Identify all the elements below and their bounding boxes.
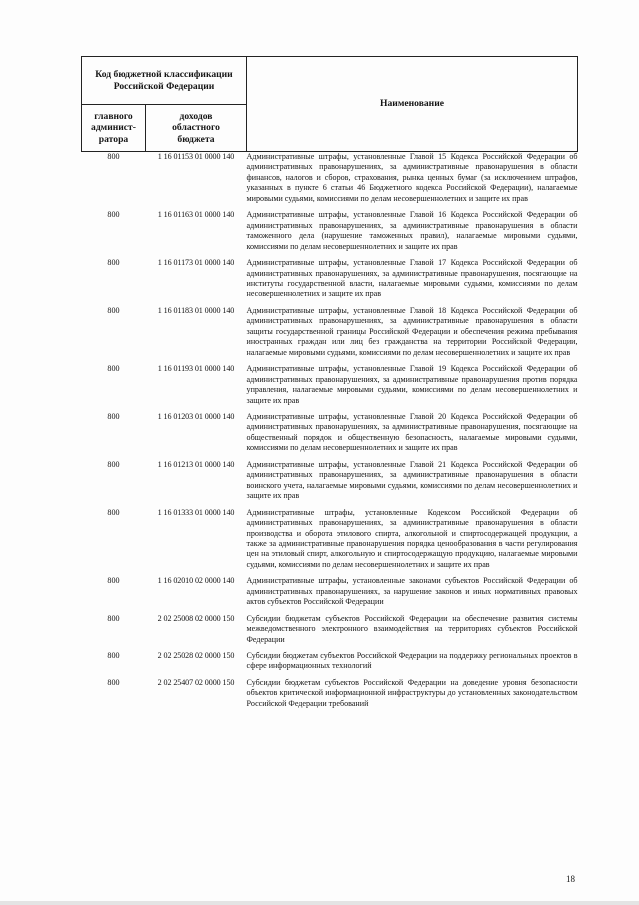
header-admin-line-3: ратора [98,133,129,145]
income-code-cell: 1 16 01333 01 0000 140 [157,507,235,517]
income-name-cell: Административные штрафы, установленные Главой 18 Кодекса Российской Федерации об административных правонарушениях, за административные правонарушения в области защиты государственной границы Российской Федерации и обеспечения режима пребывания иностранных граждан или лиц без гражданства на территории Российской Федерации, налагаемые мировыми судьями, комиссиями по делам несовершеннолетних и защите их прав [246,305,578,357]
admin-code-cell: 800 [107,507,120,517]
table-row [82,306,578,358]
income-code-cell: 2 02 25028 02 0000 150 [157,651,235,661]
budget-classification-table [81,56,578,709]
table-row [82,614,578,645]
income-code-cell: 2 02 25407 02 0000 150 [157,677,235,687]
header-income-line-3: бюджета [177,133,215,145]
header-regional-budget-income [146,105,247,152]
income-code-cell: 1 16 01173 01 0000 140 [157,258,235,268]
income-code-cell: 1 16 01213 01 0000 140 [157,459,235,469]
scan-bottom-edge [0,901,639,905]
header-income-line-2: областного [172,122,220,134]
admin-code-cell: 800 [107,305,120,315]
income-name-cell: Административные штрафы, установленные Главой 19 Кодекса Российской Федерации об административных правонарушениях, за административные правонарушения против порядка управления, налагаемые мировыми судьями, комиссиями по делам несовершеннолетних и защите их прав [246,364,578,405]
header-admin-line-2: админист- [91,122,136,134]
income-name-cell: Административные штрафы, установленные Главой 16 Кодекса Российской Федерации об административных правонарушениях, за административные правонарушения в области таможенного дела (нарушение таможенных правил), налагаемые мировыми судьями, комиссиями по делам несовершеннолетних и защите их прав [246,210,578,251]
table-row [82,460,578,502]
table-row [82,210,578,252]
income-name-cell: Административные штрафы, установленные Кодексом Российской Федерации об административных правонарушениях, за административные правонарушения в области производства и оборота этилового спирта, алкогольной и спиртосодержащей продукции, а также за административные правонарушения порядка ценообразования в части регулирования цен на этиловый спирт, алкогольную и спиртосодержащую продукцию, налагаемые мировыми судьями, комиссиями по делам несовершеннолетних и защите их прав [246,507,578,569]
income-code-cell: 1 16 01193 01 0000 140 [157,364,235,374]
table-row [82,651,578,672]
table-row [82,678,578,709]
header-name-column: Наименование [247,57,578,152]
income-code-cell: 2 02 25008 02 0000 150 [157,613,235,623]
admin-code-cell: 800 [107,411,120,421]
header-admin-line-1: главного [94,110,133,122]
table-row [82,508,578,571]
admin-code-cell: 800 [107,364,120,374]
admin-code-cell: 800 [107,651,120,661]
table-row [82,412,578,454]
admin-code-cell: 800 [107,210,120,220]
header-income-line-1: доходов [179,110,213,122]
income-name-cell: Административные штрафы, установленные законами субъектов Российской Федерации об административных правонарушениях, за нарушение законов и иных нормативных правовых актов субъектов Российской Федерации [246,576,578,607]
income-code-cell: 1 16 01163 01 0000 140 [157,210,235,220]
income-code-cell: 1 16 01183 01 0000 140 [157,305,235,315]
admin-code-cell: 800 [107,677,120,687]
table-row [82,576,578,607]
admin-code-cell: 800 [107,152,120,161]
table-row [82,258,578,300]
income-code-cell: 1 16 01203 01 0000 140 [157,411,235,421]
table-row [82,364,578,406]
income-name-cell: Субсидии бюджетам субъектов Российской Федерации на поддержку региональных проектов в сфере информационных технологий [246,651,578,671]
income-name-cell: Административные штрафы, установленные Главой 15 Кодекса Российской Федерации об административных правонарушениях, за административные правонарушения в области финансов, налогов и сборов, страхования, рынка ценных бумаг (за исключением штрафов, указанных в пункте 6 статьи 46 Бюджетного кодекса Российской Федерации), налагаемые мировыми судьями, комиссиями по делам несовершеннолетних и защите их прав [246,152,578,203]
income-code-cell: 1 16 01153 01 0000 140 [157,152,235,161]
header-chief-administrator [82,105,146,152]
page-number: 18 [566,874,575,884]
admin-code-cell: 800 [107,459,120,469]
admin-code-cell: 800 [107,258,120,268]
income-name-cell: Административные штрафы, установленные Главой 17 Кодекса Российской Федерации об административных правонарушениях, за административные правонарушения, посягающие на институты государственной власти, налагаемые мировыми судьями, комиссиями по делам несовершеннолетних и защите их прав [246,258,578,299]
admin-code-cell: 800 [107,613,120,623]
header-budget-classification-code: Код бюджетной классификации Российской Федерации [82,57,247,105]
income-name-cell: Административные штрафы, установленные Главой 20 Кодекса Российской Федерации об административных правонарушениях, за административные правонарушения, посягающие на общественный порядок и общественную безопасность, налагаемые мировыми судьями, комиссиями по делам несовершеннолетних и защите их прав [246,411,578,453]
income-name-cell: Административные штрафы, установленные Главой 21 Кодекса Российской Федерации об административных правонарушениях, за административные правонарушения в области воинского учета, налагаемые мировыми судьями, комиссиями по делам несовершеннолетних и защите их прав [246,459,578,501]
income-name-cell: Субсидии бюджетам субъектов Российской Федерации на доведение уровня безопасности объектов критической информационной инфраструктуры до установленных законодательством Российской Федерации требований [246,677,578,708]
income-name-cell: Субсидии бюджетам субъектов Российской Федерации на обеспечение развития системы межведомственного электронного взаимодействия на территориях субъектов Российской Федерации [246,613,578,644]
table-row [82,152,578,205]
income-code-cell: 1 16 02010 02 0000 140 [157,576,235,586]
admin-code-cell: 800 [107,576,120,586]
